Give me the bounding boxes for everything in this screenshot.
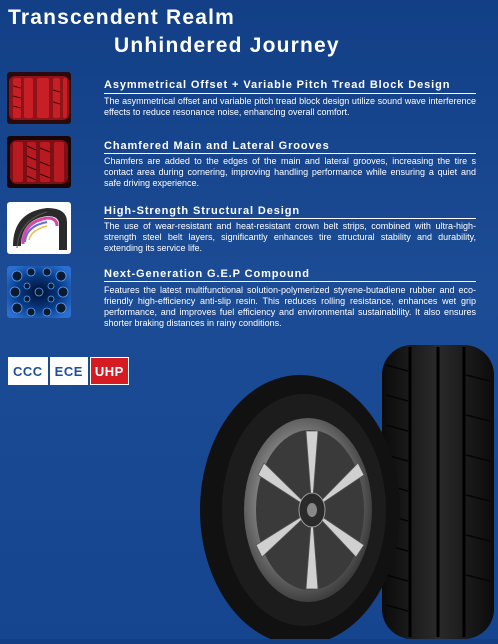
page-title-line1: Transcendent Realm [8,6,236,29]
feature-description: Chamfers are added to the edges of the main and lateral grooves, increasing the tire s contact area during cornering, improving handling performance while ensuring a quiet and safe driving experience. [104,156,476,188]
uhp-badge: UHP [90,357,129,385]
red-groove-tread-icon [7,136,71,188]
tire-product-image [200,335,498,639]
feature-title: Asymmetrical Offset + Variable Pitch Tread Block Design [104,79,451,91]
feature-title: Next-Generation G.E.P Compound [104,268,310,280]
feature-description: The use of wear-resistant and heat-resistant crown belt strips, combined with ultra-high-strength steel belt layers, significantly enhances tire structural stability and durability, extending its service life. [104,221,476,253]
feature-title: Chamfered Main and Lateral Grooves [104,140,330,152]
tire-cross-section-icon [7,202,71,254]
certification-badges [8,357,129,385]
divider [104,281,476,282]
red-tread-icon [7,72,71,124]
ccc-badge: CCC [8,357,48,385]
feature-description: The asymmetrical offset and variable pitch tread block design utilize sound wave interference effects to reduce resonance noise, enhancing overall comfort. [104,96,476,117]
feature-description: Features the latest multifunctional solution-polymerized styrene-butadiene rubber and eco-friendly high-efficiency anti-slip resin. This reduces rolling resistance, enhances wet grip performance, and improves fuel efficiency and environmental sustainability. It also ensures shorter braking distances in rainy conditions. [104,285,476,328]
divider [104,93,476,94]
feature-title: High-Strength Structural Design [104,205,300,217]
tire-wheel-view [200,375,400,639]
compound-structure-icon [7,266,71,318]
divider [104,153,476,154]
divider [104,218,476,219]
page-title-line2: Unhindered Journey [114,34,340,57]
ece-badge: ECE [50,357,88,385]
